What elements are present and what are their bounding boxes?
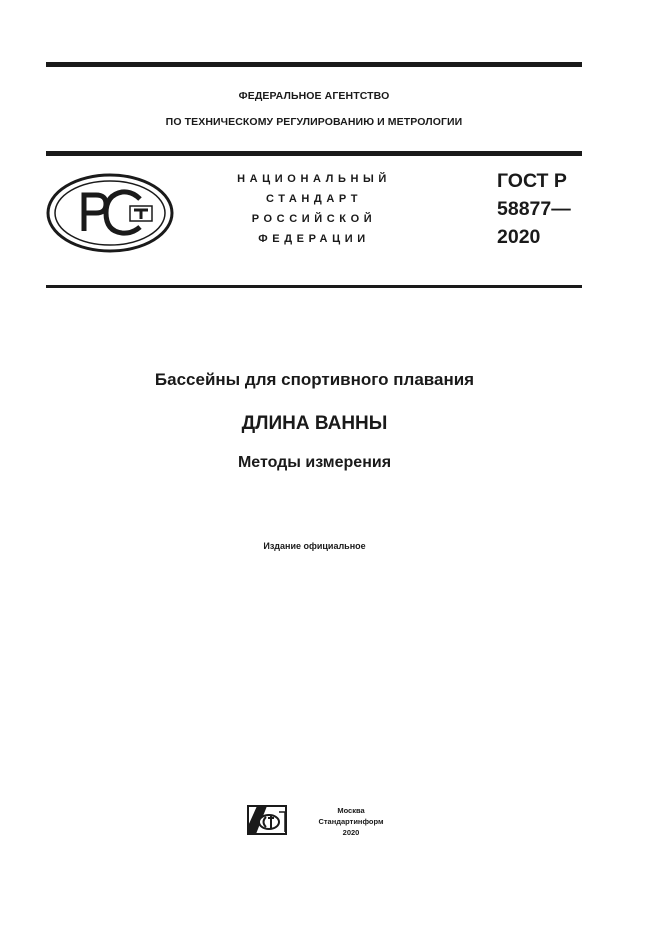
publisher-name: Стандартинформ — [318, 817, 384, 826]
standard-label-2: СТАНДАРТ — [265, 193, 363, 205]
gost-r-logo-icon — [46, 173, 174, 253]
designation-line-2: 58877— — [497, 198, 571, 220]
document-title: Бассейны для спортивного плавания — [154, 370, 475, 389]
designation-line-1: ГОСТ Р — [497, 170, 567, 192]
standard-label-1: НАЦИОНАЛЬНЫЙ — [237, 173, 391, 185]
publisher-year: 2020 — [342, 828, 360, 837]
designation-line-3: 2020 — [497, 226, 541, 248]
standard-label-3: РОССИЙСКОЙ — [251, 213, 377, 225]
agency-line-2: ПО ТЕХНИЧЕСКОМУ РЕГУЛИРОВАНИЮ И МЕТРОЛОГИИ — [165, 116, 463, 128]
publisher-city: Москва — [337, 806, 365, 815]
document-methods: Методы измерения — [237, 454, 392, 471]
header-divider — [46, 151, 582, 156]
edition-label: Издание официальное — [263, 541, 366, 551]
standard-label-4: ФЕДЕРАЦИИ — [258, 233, 370, 245]
standartinform-logo-icon — [247, 804, 287, 836]
designation-divider — [46, 285, 582, 288]
top-rule — [46, 62, 582, 67]
document-subtitle: ДЛИНА ВАННЫ — [241, 413, 388, 434]
agency-line-1: ФЕДЕРАЛЬНОЕ АГЕНТСТВО — [238, 90, 390, 102]
